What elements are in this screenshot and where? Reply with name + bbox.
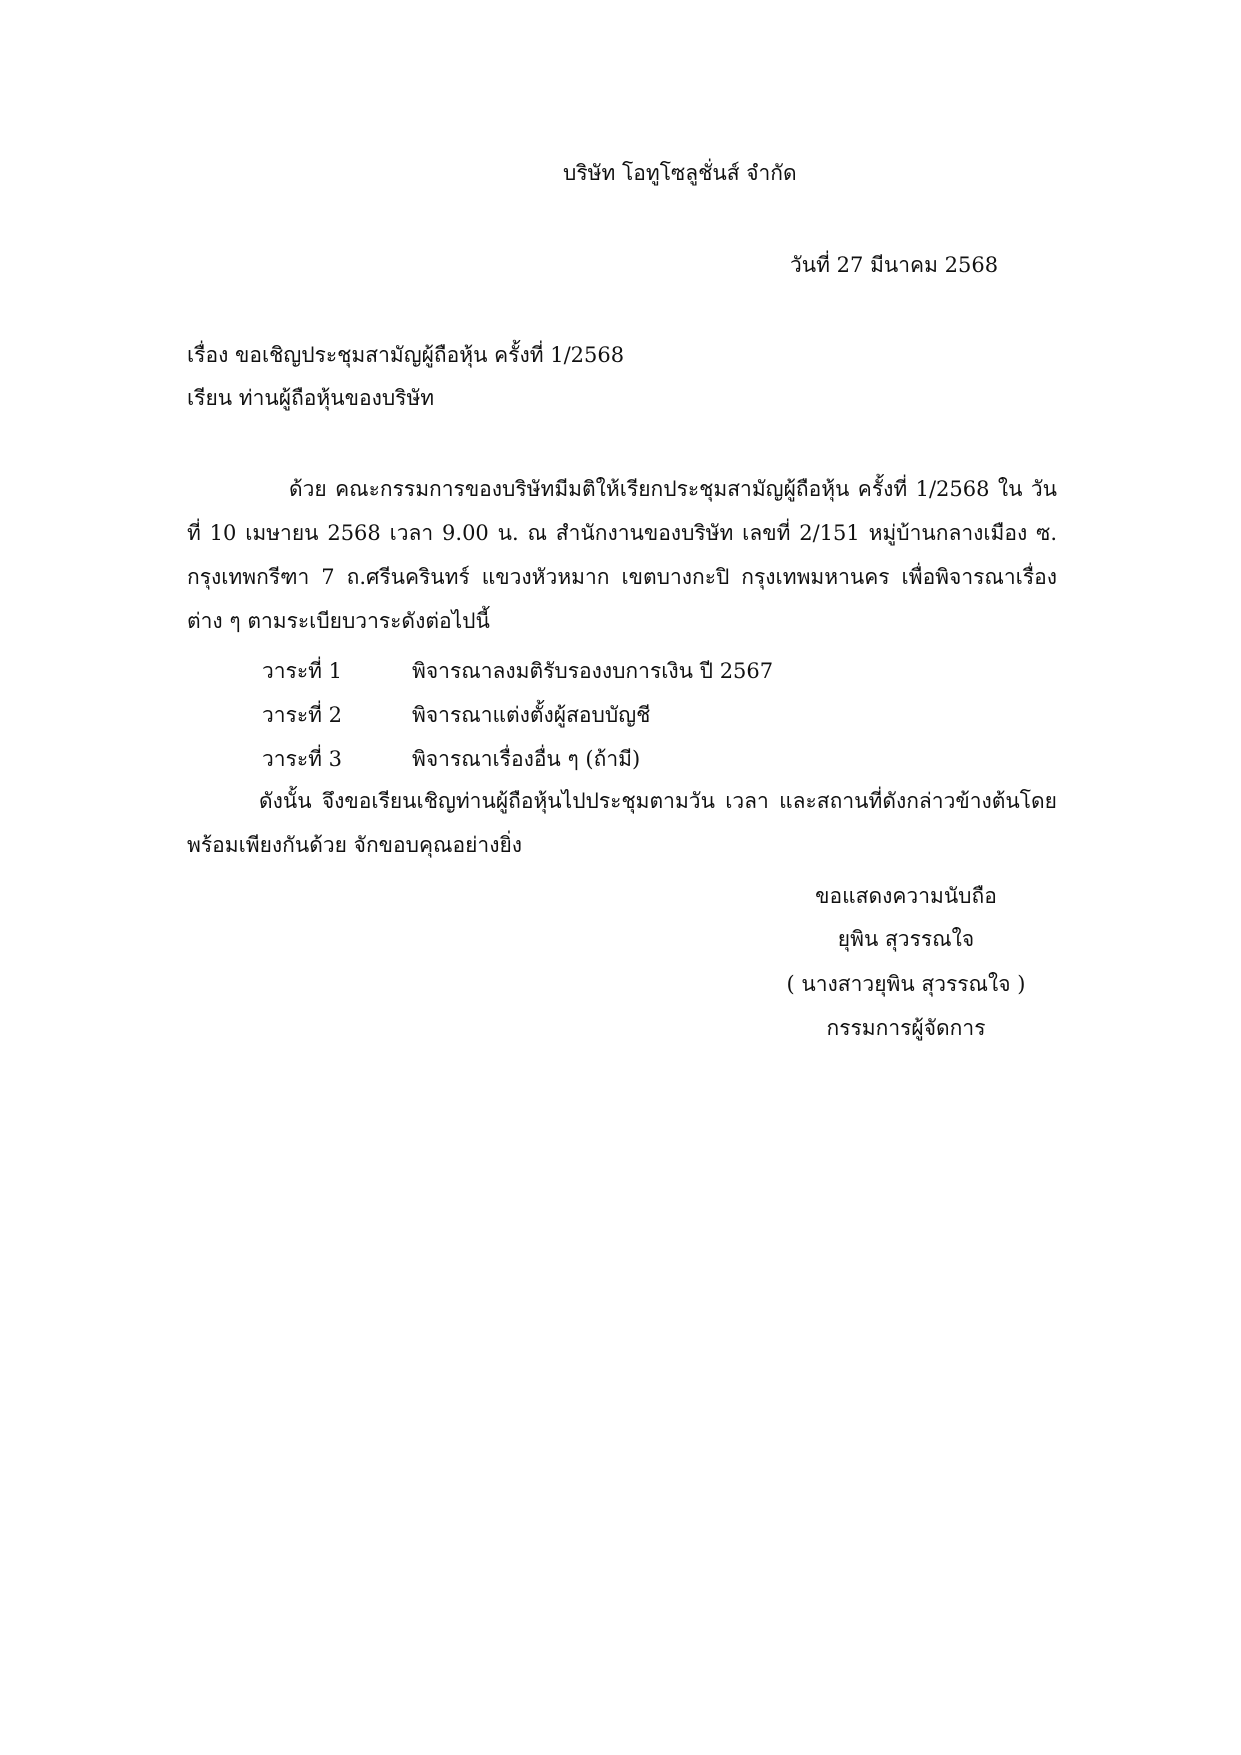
letter-date: วันที่ 27 มีนาคม 2568 — [790, 253, 999, 277]
letter-salutation: เรียน ท่านผู้ถือหุ้นของบริษัท — [187, 386, 435, 410]
agenda-text: พิจารณาแต่งตั้งผู้สอบบัญชี — [412, 703, 651, 727]
agenda-item — [262, 749, 640, 770]
body-paragraph: ด้วย คณะกรรมการของบริษัทมีมติให้เรียกประชุมสามัญผู้ถือหุ้น ครั้งที่ 1/2568 ใน วันที่ 10 เมษายน 2568 เวลา 9.00 น. ณ สำนักงานของบริษัท เลขที่ 2/151 หมู่บ้านกลางเมือง ซ. กรุงเทพกรีฑา 7 ถ.ศรีนครินทร์ แขวงหัวหมาก เขตบางกะปิ กรุงเทพมหานคร เพื่อพิจารณาเรื่องต่าง ๆ ตามระเบียบวาระดังต่อไปนี้ — [187, 477, 1057, 633]
agenda-number: วาระที่ 1 — [262, 659, 343, 683]
agenda-text: พิจารณาลงมติรับรองงบการเงิน ปี 2567 — [412, 659, 774, 683]
signature-position: กรรมการผู้จัดการ — [826, 1016, 986, 1040]
agenda-item — [262, 661, 773, 682]
signature-closing: ขอแสดงความนับถือ — [815, 884, 997, 908]
agenda-number: วาระที่ 3 — [262, 747, 343, 771]
letter-subject: เรื่อง ขอเชิญประชุมสามัญผู้ถือหุ้น ครั้งที่ 1/2568 — [187, 343, 625, 367]
signature-full-name: ( นางสาวยุพิน สุวรรณใจ ) — [786, 972, 1026, 996]
company-name: บริษัท โอทูโซลูชั่นส์ จำกัด — [563, 161, 797, 185]
agenda-number: วาระที่ 2 — [262, 703, 343, 727]
agenda-item — [262, 705, 650, 726]
closing-paragraph: ดังนั้น จึงขอเรียนเชิญท่านผู้ถือหุ้นไปประชุมตามวัน เวลา และสถานที่ดังกล่าวข้างต้นโดย พร้อมเพียงกันด้วย จักขอบคุณอย่างยิ่ง — [187, 789, 1057, 857]
agenda-text: พิจารณาเรื่องอื่น ๆ (ถ้ามี) — [412, 747, 641, 771]
signature-signed-name: ยุพิน สุวรรณใจ — [837, 927, 975, 951]
